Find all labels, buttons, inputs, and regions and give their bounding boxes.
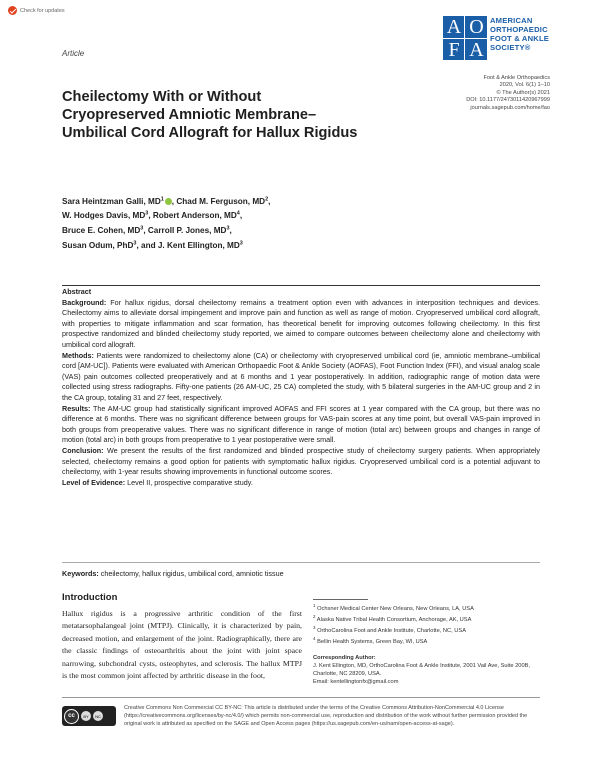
logo-letter: A	[469, 39, 483, 61]
introduction-body: Hallux rigidus is a progressive arthritic condition of the first metatarsophalangeal joint (MTPJ). Clinically, it is characterized by pain, decreased motion, and enlargement of the joint. Radiographically, there are the classic findings of osteoarthritis about the joint with joint space narrowing, subchondral cysts, osteophytes, and sclerosis. The hallux MTPJ is the most common joint affected by arthritic disease in the foot,	[62, 609, 302, 681]
affiliation: $^3$ OrthoCarolina Foot and Ankle Institute, Charlotte, NC, USA	[313, 624, 467, 634]
author: Chad M. Ferguson, $MD^2$,	[176, 196, 271, 206]
journal-meta	[466, 75, 550, 112]
author: W. Hodges Davis, $MD^3$,	[62, 210, 153, 221]
orcid-icon[interactable]	[165, 198, 172, 205]
journal-copyright: © The Author(s) 2021	[496, 89, 550, 96]
author: Carroll P. Jones, $MD^3$,	[147, 225, 232, 236]
keywords-label: Keywords:	[62, 569, 99, 578]
journal-name: Foot & Ankle Orthopaedics	[483, 75, 550, 81]
corresponding-label: Corresponding Author:	[313, 655, 376, 661]
check-for-updates[interactable]	[8, 6, 65, 15]
abstract-top-rule	[62, 285, 540, 286]
corresponding-address: J. Kent Ellington, MD, OrthoCarolina Foot & Ankle Institute, 2001 Vail Ave, Suite 200B, Charlotte, NC 28209, USA.	[313, 663, 530, 678]
journal-url[interactable]: journals.sagepub.com/home/fao	[470, 104, 550, 111]
keywords-rule	[62, 562, 540, 563]
author-list	[62, 193, 382, 252]
author: J. Kent Ellington, $MD^3$	[157, 240, 243, 250]
license-text: Creative Commons Non Commercial CC BY-NC: This article is distributed under the terms of the Creative Commons Attribution-NonCommercial 4.0 License (https://creativecommons.org/licenses/by-nc/4.0/) which permits non-commercial use, reproduction and distribution of the work without further permission provided the original work is attributed as specified on the SAGE and Open Access pages (https://us.sagepub.com/en-us/nam/open-access-at-sage).	[124, 705, 528, 727]
abstract-background: Background: For hallux rigidus, dorsal cheilectomy remains a treatment option even with advances in interposition techniques and devices. Cheilectomy aims to alleviate dorsal impingement and improve pain and function as well as range of motion. Cryopreserved umbilical cord allograft, with properties to mitigate inflammation and scar formation, has theoretical benefit for improving outcomes following cheilectomy. In this first prospective randomized and blinded cheilectomy study reported, we aimed to compare outcomes between cheilectomy alone and cheilectomy with umbilical cord allograft.	[62, 297, 540, 349]
author: Susan Odum, PhD$^3$, and	[62, 240, 158, 250]
aofas-logo-text: AMERICAN ORTHOPAEDIC FOOT & ANKLE SOCIETY®	[490, 16, 550, 52]
check-updates-label: Check for updates	[20, 7, 65, 14]
aofas-logo	[443, 16, 549, 60]
cc-license-badge[interactable]	[62, 706, 116, 726]
affiliation: $^1$ Ochsner Medical Center New Orleans, New Orleans, LA, USA	[313, 603, 474, 612]
author: Bruce E. Cohen, $MD^3$,	[62, 225, 148, 236]
abstract-methods: Methods: Patients were randomized to cheilectomy alone (CA) or cheilectomy with cryopreserved umbilical cord (ie, amniotic membrane–umbilical cord [AM-UC]). Patients were evaluated with American Orthopaedic Foot & Ankle Society (AOFAS), Foot Function Index (FFI), and visual analog scale (VAS) pain outcomes collected preoperatively and at 6 months and 1 year postoperatively. In addition, radiographic range of motion data were collected using stress radiographs. Fifty-one patients (26 AM-UC, 25 CA) completed the study, with 5 bilateral surgeries in the AM-UC group and 2 in the CA group, totaling 31 and 27 feet, respectively.	[62, 350, 540, 402]
nc-icon: NC	[93, 711, 103, 721]
logo-letter: O	[465, 16, 487, 39]
affiliations	[313, 602, 548, 646]
affiliation: $^4$ Bellin Health Systems, Green Bay, WI, USA	[313, 635, 428, 645]
by-icon: BY	[81, 711, 91, 721]
author: Sara Heintzman Galli, $MD^1$ ,	[62, 196, 177, 206]
affiliations-rule	[313, 599, 368, 600]
journal-volume: 2020, Vol. 6(1) 1–10	[499, 82, 550, 89]
corresponding-email[interactable]: Email: kentellingtonfx@gmail.com	[313, 679, 399, 686]
abstract-level: Level of Evidence: Level II, prospective comparative study.	[62, 477, 253, 487]
logo-letter: F	[443, 39, 465, 61]
cc-icon: cc	[64, 709, 79, 724]
abstract-heading: Abstract	[62, 287, 92, 296]
introduction-heading: Introduction	[62, 592, 118, 603]
author: Robert Anderson, $MD^4$,	[152, 210, 243, 221]
abstract-conclusion: Conclusion: We present the results of the first randomized and blinded prospective study of cheilectomy surgery patients. When appropriately selected, cheilectomy remains a good option for patients with symptomatic hallux rigidus. Cryopreserved umbilical cord is a potential adjuvant to cheilectomy, with 1-year results showing improvements in functional outcome scores.	[62, 445, 541, 477]
check-updates-icon	[8, 6, 17, 15]
footer-rule	[62, 697, 540, 698]
keywords-text: cheilectomy, hallux rigidus, umbilical cord, amniotic tissue	[100, 569, 284, 578]
aofas-logo-mark	[443, 16, 487, 60]
logo-letter: A	[443, 16, 465, 39]
abstract-results: Results: The AM-UC group had statistically significant improved AOFAS and FFI scores at 1 year compared with the CA group, but there was no difference at 6 months. There was no significant difference between groups for VAS-pain scores at any time point, but overall VAS-pain improved in both groups from preoperative values. There was no significant difference in range of motion (total arc) between groups and changes in range of motion (total arc) in both groups from preoperative to 1 year postoperative were small.	[62, 403, 540, 445]
article-type: Article	[62, 49, 85, 58]
corresponding-author	[313, 654, 548, 686]
affiliation: $^2$ Alaska Native Tribal Health Consortium, Anchorage, AK, USA	[313, 613, 472, 623]
keywords	[62, 569, 284, 578]
journal-doi[interactable]: DOI: 10.1177/2473011420967999	[466, 97, 550, 104]
article-title: Cheilectomy With or Without Cryopreserved Amniotic Membrane–Umbilical Cord Allograft for Hallux Rigidus	[62, 89, 358, 141]
abstract	[62, 287, 540, 488]
